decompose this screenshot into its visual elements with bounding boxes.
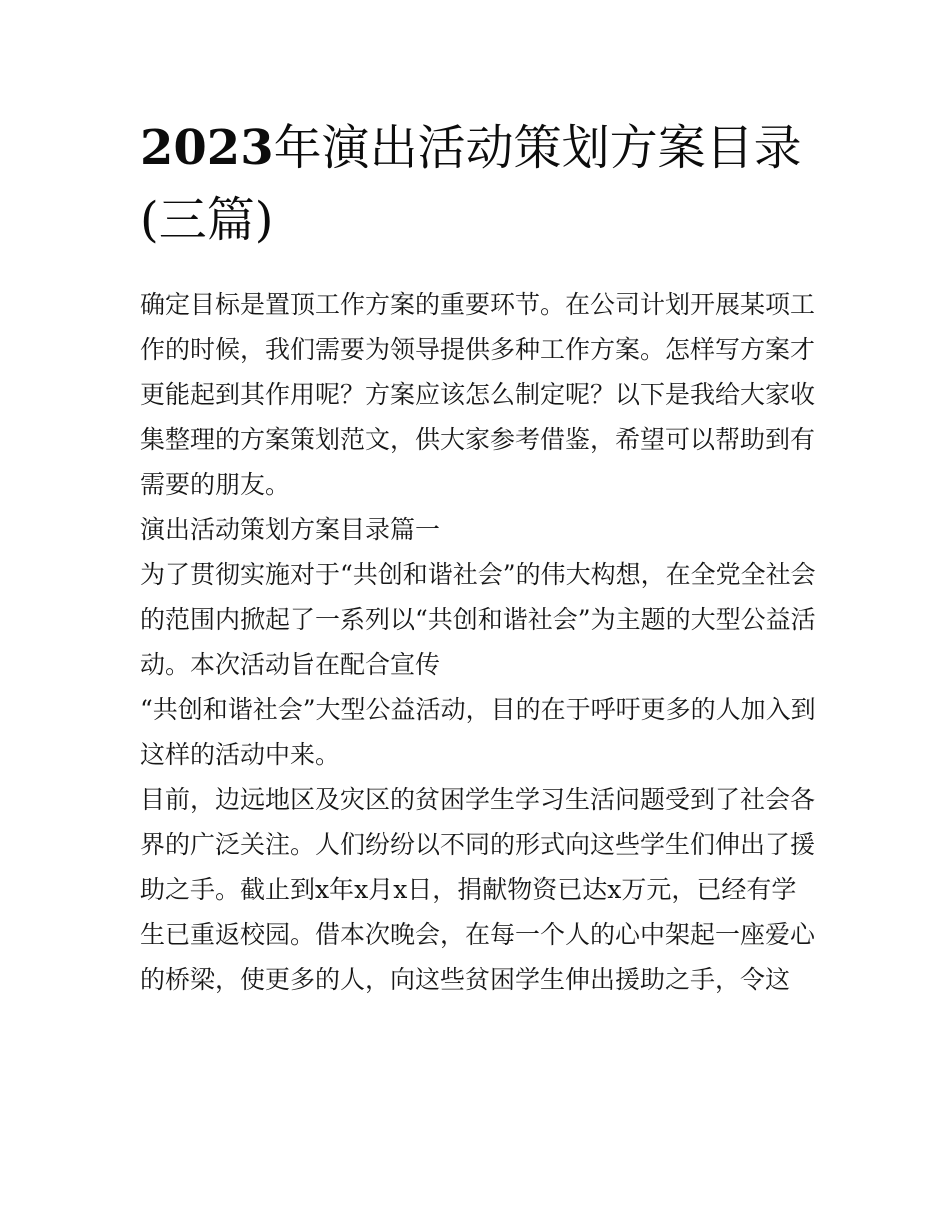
body-paragraph: “共创和谐社会”大型公益活动，目的在于呼吁更多的人加入到这样的活动中来。 (140, 695, 816, 769)
document-body (140, 282, 820, 1002)
intro-paragraph: 确定目标是置顶工作方案的重要环节。在公司计划开展某项工作的时候，我们需要为领导提供多种工作方案。怎样写方案才更能起到其作用呢？方案应该怎么制定呢？以下是我给大家收集整理的方案策划范文，供大家参考借鉴，希望可以帮助到有需要的朋友。 (140, 290, 816, 499)
document-title (140, 112, 820, 256)
title-text: 年演出活动策划方案目录(三篇) (140, 120, 802, 248)
title-year: 2023 (140, 120, 274, 176)
body-paragraph: 目前，边远地区及灾区的贫困学生学习生活问题受到了社会各界的广泛关注。人们纷纷以不同的形式向这些学生们伸出了援助之手。截止到x年x月x日，捐献物资已达x万元，已经有学生已重返校园。借本次晚会，在每一个人的心中架起一座爱心的桥梁，使更多的人，向这些贫困学生伸出援助之手，令这 (140, 785, 816, 994)
body-paragraph: 为了贯彻实施对于“共创和谐社会”的伟大构想，在全党全社会的范围内掀起了一系列以“共创和谐社会”为主题的大型公益活动。本次活动旨在配合宣传 (140, 560, 816, 679)
section-heading: 演出活动策划方案目录篇一 (140, 515, 441, 544)
